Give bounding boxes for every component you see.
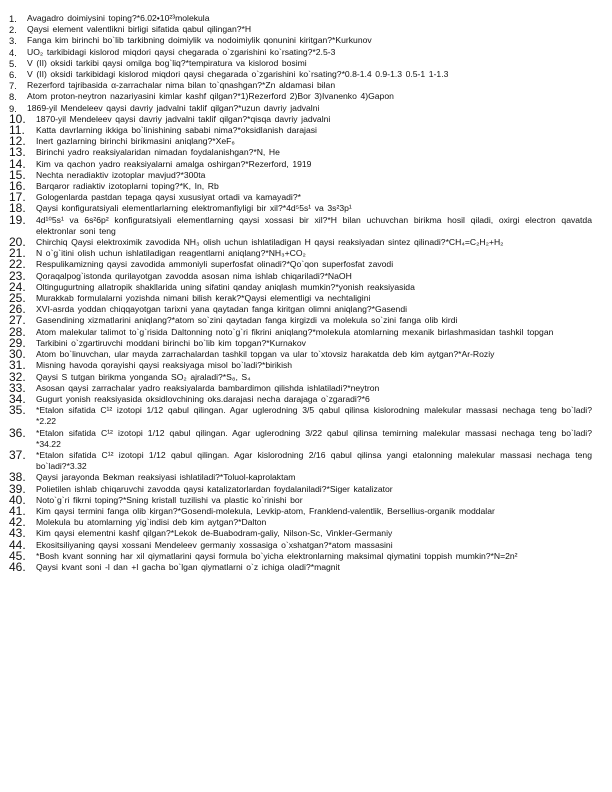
question-item <box>9 481 592 496</box>
question-number: 33. <box>9 380 26 395</box>
question-text: XVI-asrda yoddan chiqqayotgan tarixni yana qaytadan fanga kiritgan olimni aniqlang?*Gasendi <box>36 304 408 315</box>
question-item <box>9 47 592 58</box>
question-text: Gugurt yonish reaksiyasida oksidlovchining oks.darajasi necha darajaga o`zgaradi?*6 <box>36 393 370 404</box>
question-text: Noto`g`ri fikrni toping?*Sning kristall tuzilishi va plastic ko`rinishi bor <box>36 494 303 505</box>
question-number: 8. <box>9 91 17 103</box>
question-text: Murakkab formulalarni yozishda nimani bilish kerak?*Qaysi elementligi va nechtaligini <box>36 293 371 304</box>
question-text: Gasendining xizmatlarini aniqlang?*atom so`zini qaytadan fanga kirgizdi va molekula so`zini fanga olib kirdi <box>36 315 458 326</box>
question-number: 17. <box>9 190 26 205</box>
question-text: Kim qaysi termini fanga olib kirgan?*Gosendi-molekula, Levkip-atom, Franklend-valentlik, Bersellius-organik moddalar <box>36 505 495 516</box>
question-number: 32. <box>9 369 26 384</box>
question-text: Avagadro doimiysini toping?*6.02•10²³molekula <box>27 13 210 23</box>
question-number: 4. <box>9 46 17 58</box>
question-item <box>9 492 592 507</box>
question-text: Ekositsiliyaning qaysi xossani Mendeleev germaniy xossasiga o`xshatgan?*atom massasini <box>36 539 393 550</box>
question-text: V (II) oksidi tarkibidagi kislorod miqdori qaysi chegarada o`zgarishini ko`rsating?*0.8-1.4 0.9-1.3 0.5-1 1-1.3 <box>27 69 449 80</box>
question-text: Respulikamizning qaysi zavodida ammoniyli superfosfat olinadi?*Qo`qon superfosfat zavodi <box>36 259 394 270</box>
question-number: 20. <box>9 235 26 250</box>
question-number: 18. <box>9 201 26 216</box>
question-text: N o`g`itini olish uchun ishlatiladigan reagentlarni aniqlang?*NH₃+CO₂ <box>36 248 306 259</box>
question-number: 27. <box>9 313 26 328</box>
question-number: 31. <box>9 358 26 373</box>
question-number: 2. <box>9 24 17 36</box>
question-text: V (II) oksidi tarkibi qaysi omilga bog`liq?*tempiratura va kislorod bosimi <box>27 57 307 68</box>
question-number: 9. <box>9 102 17 114</box>
question-item <box>9 167 592 182</box>
question-item <box>9 156 592 171</box>
question-text: *Etalon sifatida C¹² izotopi 1/12 qabul qilingan. Agar uglerodning 3/22 qabul qilinsa temirning malekular massasi nechaga teng bo`ladi?*34.22 <box>36 427 592 449</box>
question-number: 24. <box>9 279 26 294</box>
question-text: Kim va qachon yadro reaksiyalarni amalga oshirgan?*Rezerford, 1919 <box>36 158 312 169</box>
question-text: Tarkibini o`zgartiruvchi moddani birinchi bo`lib kim topgan?*Kurnakov <box>36 337 306 348</box>
question-item <box>9 147 592 158</box>
question-item <box>9 192 592 203</box>
question-text: 4d¹⁰5s¹ va 6s²6p² konfiguratsiyali elementlarning qaysi xossasi bir xil?*H bilan uchuvchan birikma hosil qiladi, oxirgi electron qavatda elektronlar soni teng <box>36 214 592 236</box>
question-number: 38. <box>9 470 26 485</box>
question-number: 14. <box>9 156 26 171</box>
question-text: Barqaror radiaktiv izotoplarni toping?*K, In, Rb <box>36 181 219 192</box>
question-number: 22. <box>9 257 26 272</box>
question-number: 45. <box>9 548 26 563</box>
question-text: *Etalon sifatida C¹² izotopi 1/12 qabul qilingan. Agar uglerodning 3/5 qabul qilinsa kislorodning malekular massasi nechaga teng bo`ladi?*2.22 <box>36 405 592 427</box>
question-text: Atom proton-neytron nazariyasini kimlar kashf qilgan?*1)Rezerford 2)Bor 3)Ivanenko 4)Gapon <box>27 91 394 102</box>
question-item <box>9 136 592 147</box>
question-item <box>9 212 592 237</box>
question-item <box>9 80 592 91</box>
question-text: Inert gazlarning birinchi birikmasini aniqlang?*XeF₆ <box>36 136 235 147</box>
question-text: Kim qaysi elementni kashf qilgan?*Lekok de-Buabodram-galiy, Nilson-Sc, Vinkler-Germaniy <box>36 528 393 539</box>
question-text: Qoraqalpog`istonda qurilayotgan zavodda asosan nima ishlab chiqariladi?*NaOH <box>36 270 352 281</box>
question-text: *Etalon sifatida C¹² izotopi 1/12 qabul qilingan. Agar kislorodning 2/16 qabul qilinsa yangi etalonning malekular massasi nechaga teng bo`ladi?*3.32 <box>36 449 592 472</box>
question-number: 11. <box>9 123 25 138</box>
question-item <box>9 360 592 371</box>
question-number: 25. <box>9 291 26 306</box>
question-item <box>9 259 592 270</box>
question-number: 15. <box>9 167 26 182</box>
question-item <box>9 425 592 450</box>
question-text: Atom bo`linuvchan, ular mayda zarrachalardan tashkil topgan va ular to`xtovsiz harakatda deb kim aytgan?*Ar-Roziy <box>36 349 495 360</box>
question-number: 13. <box>9 145 26 160</box>
question-item <box>9 268 592 283</box>
question-text: 1870-yil Mendeleev qaysi davriy jadvalni taklif qilgan?*qisqa davriy jadvalni <box>36 113 331 124</box>
question-number: 6. <box>9 69 17 81</box>
question-number: 35. <box>9 403 26 418</box>
question-number: 39. <box>9 481 26 496</box>
question-text: Birinchi yadro reaksiyalaridan nimadan foydalanishgan?*N, He <box>36 147 280 158</box>
question-item <box>9 248 592 259</box>
question-item <box>9 548 592 563</box>
question-item <box>9 369 592 384</box>
question-item <box>9 24 592 35</box>
question-number: 36. <box>9 425 26 440</box>
question-text: Qaysi element valentlikni birligi sifatida qabul qilingan?*H <box>27 24 252 35</box>
question-number: 7. <box>9 80 17 92</box>
question-item <box>9 279 592 294</box>
question-number: 23. <box>9 268 26 283</box>
question-item <box>9 237 592 248</box>
question-item <box>9 528 592 539</box>
question-text: Molekula bu atomlarning yig`indisi deb kim aytgan?*Dalton <box>36 517 267 528</box>
question-item <box>9 111 592 126</box>
question-text: *Bosh kvant sonning har xil qiymatlarini qaysi formula bo`yicha elektronlarning maksimal qiymatini toppish mumkin?*N=2n² <box>36 550 518 561</box>
question-item <box>9 380 592 395</box>
question-item <box>9 349 592 360</box>
question-item <box>9 203 592 214</box>
question-item <box>9 58 592 69</box>
question-item <box>9 304 592 315</box>
question-number: 26. <box>9 302 26 317</box>
question-item <box>9 447 592 472</box>
question-text: UO₂ tarkibidagi kislorod miqdori qaysi chegarada o`zgarishini ko`rsating?*2.5-3 <box>27 46 336 57</box>
question-item <box>9 125 592 136</box>
question-number: 19. <box>9 212 26 227</box>
question-number: 16. <box>9 179 26 194</box>
question-item <box>9 559 592 574</box>
question-item <box>9 391 592 406</box>
question-number: 42. <box>9 515 26 530</box>
question-number: 41. <box>9 503 26 518</box>
question-number: 3. <box>9 35 17 47</box>
question-number: 29. <box>9 335 26 350</box>
question-item <box>9 35 592 46</box>
question-item <box>9 324 592 339</box>
question-text: Qaysi konfiguratsiyali elementlarlarning elektromanfiyligi bir xil?*4d⁵5s¹ va 3s²3p¹ <box>36 203 352 214</box>
question-text: Gologenlarda pastdan tepaga qaysi xususiyat ortadi va kamayadi?* <box>36 192 301 203</box>
question-text: Nechta neradiaktiv izotoplar mavjud?*300ta <box>36 169 206 180</box>
question-number: 12. <box>9 134 26 149</box>
question-number: 46. <box>9 559 26 574</box>
question-number: 5. <box>9 57 17 69</box>
question-item <box>9 315 592 326</box>
question-text: Rezerford tajribasida α-zarrachalar nima bilan to`qnashgan?*Zn aldamasi bilan <box>27 80 336 91</box>
question-text: Chirchiq Qaysi elektroximik zavodida NH₃ olish uchun ishlatiladigan H qaysi reaksiyadan sintez qilinadi?*CH₄=C₂H₂+H₂ <box>36 237 504 248</box>
question-number: 21. <box>9 246 26 261</box>
question-text: Qaysi S tutgan birikma yonganda SO₂ ajraladi?*S₈, S₄ <box>36 371 251 382</box>
question-number: 37. <box>9 447 26 462</box>
question-item <box>9 517 592 528</box>
question-item <box>9 69 592 80</box>
question-item <box>9 335 592 350</box>
question-item <box>9 405 592 427</box>
question-number: 40. <box>9 492 26 507</box>
question-item <box>9 181 592 192</box>
question-text: Polietilen ishlab chiqaruvchi zavodda qaysi katalizatorlardan foydalaniladi?*Siger katalizator <box>36 483 393 494</box>
question-text: Asosan qaysi zarrachalar yadro reaksiyalarda bambardimon qilishda ishlatiladi?*neytron <box>36 382 380 393</box>
question-number: 1. <box>9 13 17 24</box>
question-text: Qaysi kvant soni -l dan +l gacha bo`lgan qiymatlarni o`z ichiga oladi?*magnit <box>36 561 340 572</box>
question-text: Katta davrlarning ikkiga bo`linishining sababi nima?*oksidlanish darajasi <box>36 125 317 136</box>
question-item <box>9 472 592 483</box>
question-item <box>9 103 592 114</box>
question-text: Oltingugurtning allatropik shakllarida uning sifatini qanday aniqlash mumkin?*yonish reaksiyasida <box>36 281 415 292</box>
question-text: Qaysi jarayonda Bekman reaksiyasi ishlatiladi?*Toluol-kaprolaktam <box>36 472 296 483</box>
question-number: 34. <box>9 391 26 406</box>
question-item <box>9 13 592 24</box>
question-number: 44. <box>9 537 26 552</box>
question-number: 10. <box>9 111 26 126</box>
question-number: 30. <box>9 347 26 362</box>
question-text: Fanga kim birinchi bo`lib tarkibning doimiylik va nodoimiylik qonunini kiritgan?*Kurkunov <box>27 35 372 46</box>
question-item <box>9 503 592 518</box>
question-text: 1869-yil Mendeleev qaysi davriy jadvalni taklif qilgan?*uzun davriy jadvalni <box>27 102 320 113</box>
question-item <box>9 537 592 552</box>
question-text: Misning havoda qorayishi qaysi reaksiyaga misol bo`ladi?*birikish <box>36 360 293 371</box>
question-number: 43. <box>9 526 26 541</box>
question-number: 28. <box>9 324 26 339</box>
question-item <box>9 293 592 304</box>
question-item <box>9 91 592 102</box>
question-text: Atom malekular talimot to`g`risida Daltonning noto`g`ri fikrini aniqlang?*molekula atomlarning mexanik birlashmasidan tashkil topgan <box>36 326 554 337</box>
